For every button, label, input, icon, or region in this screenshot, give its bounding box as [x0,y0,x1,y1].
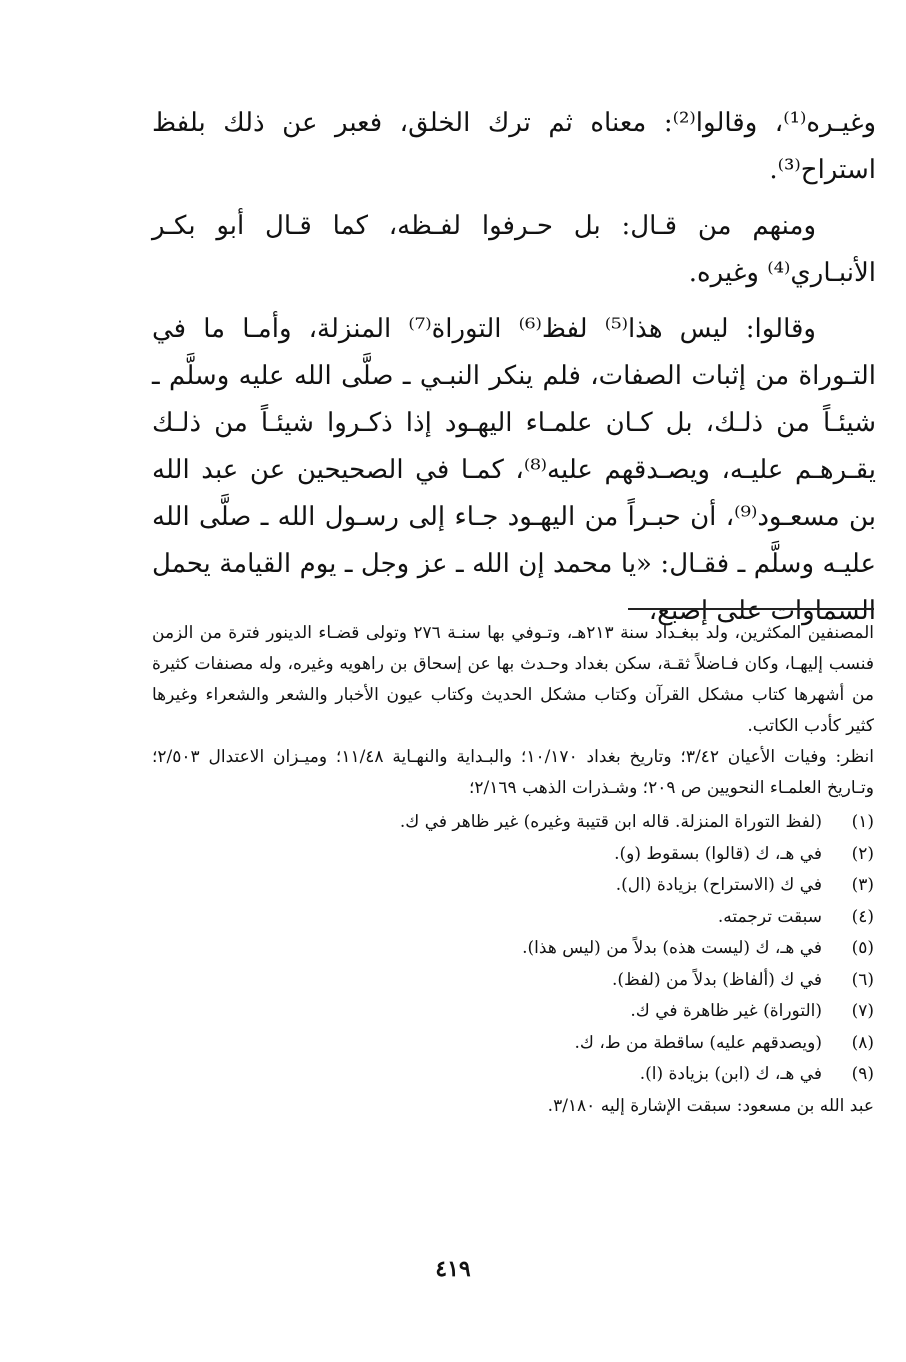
footnote-item [152,965,874,997]
footnote-text: سبقت ترجمته. [717,906,822,927]
footnote-number: (٦) [851,969,874,990]
footnote-text: عبد الله بن مسعود: سبقت الإشارة إليه ٣/١٨٠. [547,1095,874,1116]
footnote-text: (التوراة) غير ظاهرة في ك. [630,1001,822,1021]
footnote-number: (٢) [851,843,874,864]
footnote-item [152,1059,874,1091]
paragraph-1: وغيـره⁽¹⁾، وقالوا⁽²⁾: معناه ثم ترك الخلق، فعبر عن ذلك بلفظ استراح⁽³⁾. [152,108,876,185]
paragraph-3: وقالوا: ليس هذا⁽⁵⁾ لفظ⁽⁶⁾ التوراة⁽⁷⁾ المنزلة، وأمـا ما في التـوراة من إثبات الصفات، فلم ينكر النبـي ـ صلَّى الله عليه وسلَّم ـ شيئـاً من ذلـك، بل كـان علمـاء اليهـود إذا ذكـروا شيئـاً من ذلـك يقـرهـم عليـه، ويصـدقهم عليه⁽⁸⁾، كمـا في الصحيحين عن عبد الله بن مسعـود⁽⁹⁾، أن حبـراً من اليهـود جـاء إلى رسـول الله ـ صلَّى الله عليـه وسلَّم ـ فقـال: «يا محمد إن الله ـ عز وجل ـ يوم القيامة يحمل السماوات على إصبع، [152,314,876,626]
footnote-text: (لفظ التوراة المنزلة. قاله ابن قتيبة وغيره) غير ظاهر في ك. [399,812,822,832]
footnote-item [152,839,874,871]
footnotes [152,618,874,1122]
footnote-text: في ك (ألفاظ) بدلاً من (لفظ). [612,969,822,990]
footnote-item [152,902,874,934]
footnote-references: انظر: وفيات الأعيان ٣/٤٢؛ وتاريخ بغداد ١٠/١٧٠؛ والبـداية والنهـاية ١١/٤٨؛ وميـزان الاعتدال ٢/٥٠٣؛ وتـاريخ العلمـاء النحويين ص ٢٠٩؛ وشـذرات الذهب ٢/١٦٩؛ [152,747,874,798]
footnote-item [152,996,874,1028]
paragraph-2: ومنهم من قـال: بل حـرفوا لفـظه، كما قـال أبو بكـر الأنبـاري⁽⁴⁾ وغيره. [152,211,876,288]
footnote-number: (٣) [851,875,874,895]
footnote-number: (٤) [851,906,874,927]
footnote-text: في ك (الاستراح) بزيادة (ال). [615,875,822,895]
footnote-list [152,807,874,1122]
footnote-item [152,807,874,839]
footnote-separator [628,608,874,610]
footnote-biography: المصنفين المكثرين، ولد ببغـداد سنة ٢١٣هـ، وتـوفي بها سنـة ٢٧٦ وتولى قضـاء الدينور فترة من الزمن فنسب إليهـا، وكان فـاضلاً ثقـة، سكن بغداد وحـدث بها عن إسحاق بن راهويه وغيره، وله مصنفات كثيرة من أشهرها كتاب مشكل القرآن وكتاب مشكل الحديث وكتاب عيون الأخبار والشعر والشعراء وغيرها كثير كأدب الكاتب. [152,623,874,736]
footnote-text: في هـ، ك (ابن) بزيادة (ا). [639,1064,822,1084]
footnote-item [152,1028,874,1060]
footnote-item [152,933,874,965]
footnote-number: (٧) [851,1001,874,1021]
main-text [152,100,876,635]
footnote-item [152,870,874,902]
footnote-text: في هـ، ك (ليست هذه) بدلاً من (ليس هذا). [522,938,822,958]
footnote-number: (١) [851,812,874,832]
page-number: ٤١٩ [435,1256,471,1282]
footnote-number: (٨) [851,1032,874,1053]
footnote-text: في هـ، ك (قالوا) بسقوط (و). [614,843,822,864]
footnote-text: (ويصدقهم عليه) ساقطة من ط، ك. [574,1032,822,1053]
footnote-item [152,1091,874,1123]
footnote-number: (٥) [851,938,874,958]
footnote-number: (٩) [851,1064,874,1084]
